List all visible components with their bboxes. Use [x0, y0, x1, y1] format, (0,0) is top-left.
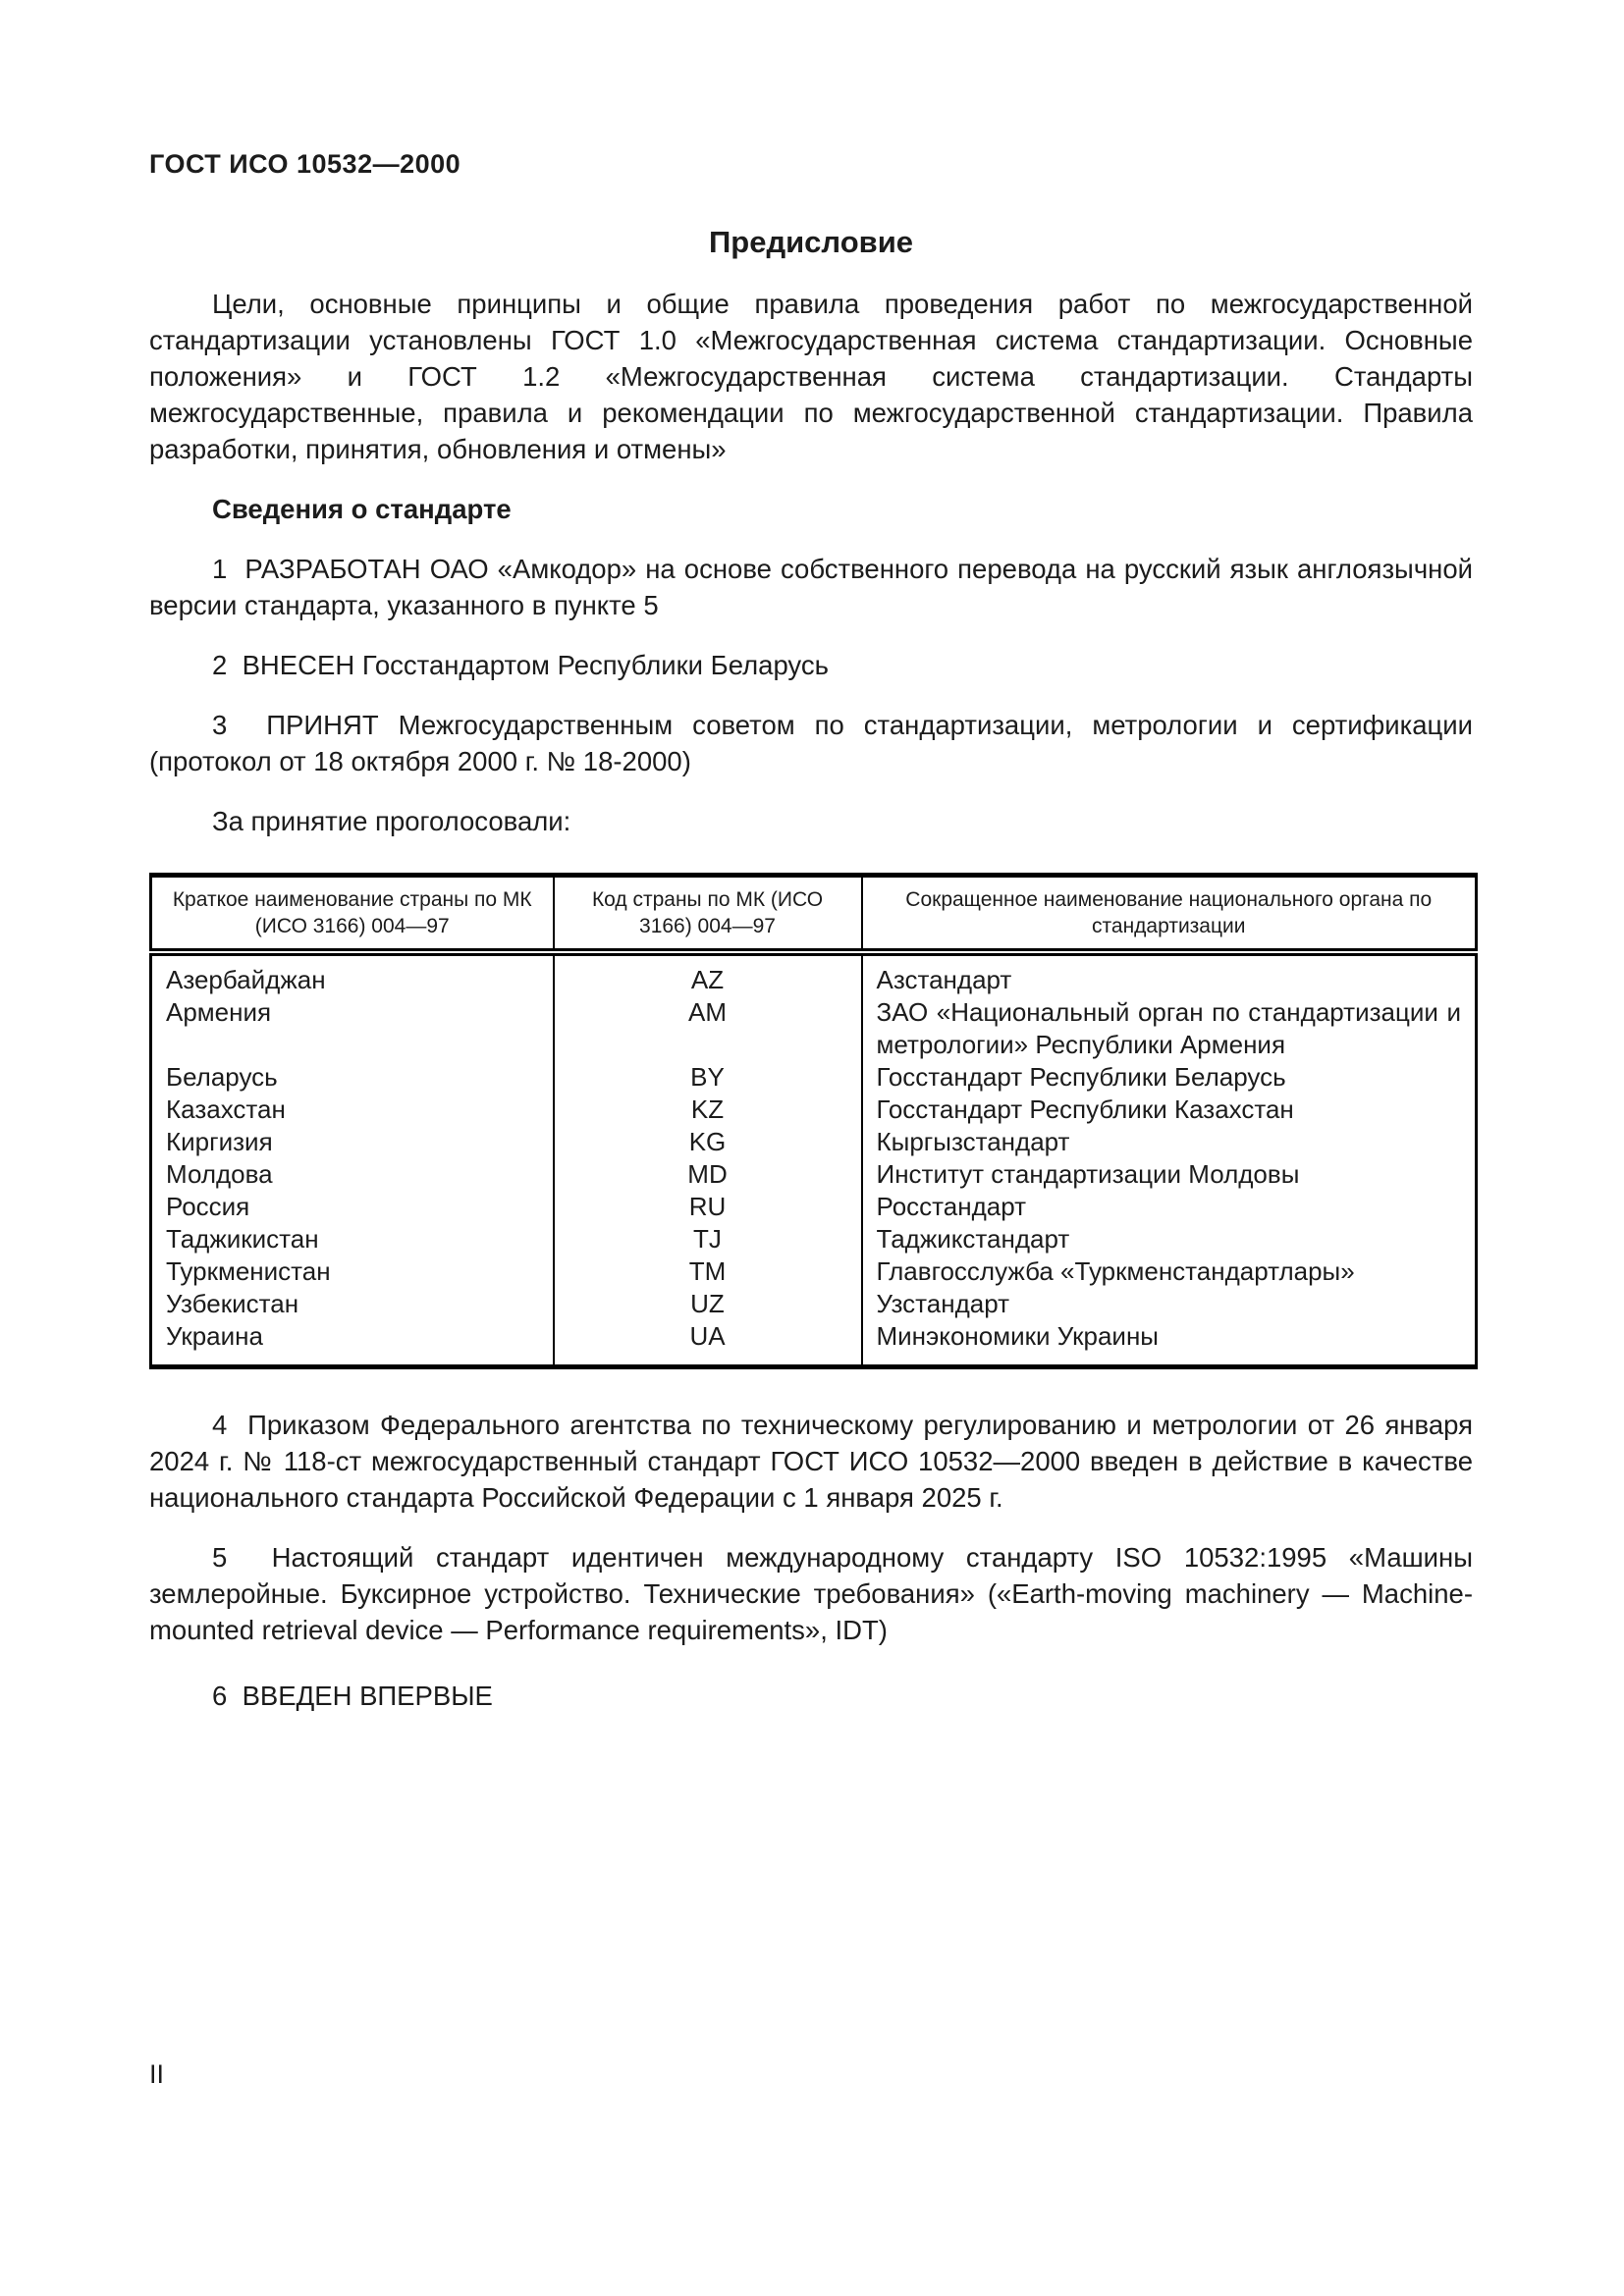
cell-org: Азстандарт [862, 952, 1477, 996]
doc-code: ГОСТ ИСО 10532—2000 [149, 149, 461, 179]
cell-code: KZ [554, 1094, 862, 1126]
paragraph-intro: Цели, основные принципы и общие правила проведения работ по межгосударственной стандартизации установлены ГОСТ 1.0 «Межгосударственная система стандартизации. Основные положения» и ГОСТ 1.2 «Межгосударственная система стандартизации. Стандарты межгосударственные, правила и рекомендации по межгосударственной стандартизации. Правила разработки, принятия, обновления и отмены» [149, 289, 1473, 464]
cell-country: Узбекистан [166, 1289, 299, 1318]
column-header-code: Код страны по МК (ИСО 3166) 004—97 [554, 876, 862, 953]
cell-org: Госстандарт Республики Беларусь [862, 1061, 1477, 1094]
paragraph-item-1: 1 РАЗРАБОТАН ОАО «Амкодор» на основе собственного перевода на русский язык англоязычной версии стандарта, указанного в пункте 5 [149, 554, 1473, 620]
cell-country: Армения [166, 997, 272, 1027]
cell-code: AZ [554, 952, 862, 996]
cell-code: AM [554, 996, 862, 1061]
cell-org: Таджикстандарт [862, 1223, 1477, 1255]
column-header-org: Сокращенное наименование национального органа по стандартизации [862, 876, 1477, 953]
table-row [151, 1288, 1477, 1320]
cell-code: MD [554, 1158, 862, 1191]
cell-org: Госстандарт Республики Казахстан [862, 1094, 1477, 1126]
paragraph-item-4: 4 Приказом Федерального агентства по техническому регулированию и метрологии от 26 января 2024 г. № 118-ст межгосударственный стандарт ГОСТ ИСО 10532—2000 введен в действие в качестве национального стандарта Российской Федерации с 1 января 2025 г. [149, 1410, 1473, 1513]
paragraph-item-5: 5 Настоящий стандарт идентичен международному стандарту ISO 10532:1995 «Машины землеройные. Буксирное устройство. Технические требования» («Earth-moving machinery — Machine-mounted retrieval device — Performance requirements», IDT) [149, 1542, 1473, 1645]
cell-code: TM [554, 1255, 862, 1288]
cell-org: ЗАО «Национальный орган по стандартизации и метрологии» Республики Армения [862, 996, 1477, 1061]
table-row [151, 1191, 1477, 1223]
paragraph-item-6: 6 ВВЕДЕН ВПЕРВЫЕ [212, 1681, 493, 1711]
table-row [151, 1320, 1477, 1367]
table-row [151, 996, 1477, 1061]
cell-country: Туркменистан [166, 1256, 331, 1286]
paragraph-item-3: 3 ПРИНЯТ Межгосударственным советом по стандартизации, метрологии и сертификации (протокол от 18 октября 2000 г. № 18-2000) [149, 710, 1473, 776]
column-header-country: Краткое наименование страны по МК (ИСО 3166) 004—97 [151, 876, 554, 953]
cell-country: Казахстан [166, 1095, 286, 1124]
table-row [151, 1223, 1477, 1255]
table-row [151, 1255, 1477, 1288]
vote-table-body [151, 952, 1477, 1367]
cell-code: KG [554, 1126, 862, 1158]
cell-country: Азербайджан [166, 965, 326, 994]
cell-org: Институт стандартизации Молдовы [862, 1158, 1477, 1191]
cell-country: Украина [166, 1321, 263, 1351]
cell-code: RU [554, 1191, 862, 1223]
paragraph-item-2: 2 ВНЕСЕН Госстандартом Республики Беларусь [212, 650, 829, 680]
paragraph-vote-intro: За принятие проголосовали: [212, 806, 571, 836]
cell-country: Беларусь [166, 1062, 278, 1092]
page-number: II [149, 2059, 165, 2089]
vote-table [149, 873, 1478, 1369]
table-row [151, 1094, 1477, 1126]
cell-country: Россия [166, 1192, 250, 1221]
cell-org: Росстандарт [862, 1191, 1477, 1223]
table-row [151, 1126, 1477, 1158]
page-title: Предисловие [708, 225, 913, 259]
table-row [151, 952, 1477, 996]
cell-code: UZ [554, 1288, 862, 1320]
vote-table-header [151, 876, 1477, 953]
cell-org: Узстандарт [862, 1288, 1477, 1320]
cell-code: BY [554, 1061, 862, 1094]
cell-country: Киргизия [166, 1127, 273, 1156]
cell-org: Минэкономики Украины [862, 1320, 1477, 1367]
cell-org: Кыргызстандарт [862, 1126, 1477, 1158]
cell-org: Главгосслужба «Туркменстандартлары» [862, 1255, 1477, 1288]
cell-country: Таджикистан [166, 1224, 319, 1254]
cell-code: UA [554, 1320, 862, 1367]
table-row [151, 1158, 1477, 1191]
vote-table-header-row [151, 876, 1477, 953]
cell-code: TJ [554, 1223, 862, 1255]
section-heading-standard-info: Сведения о стандарте [212, 494, 512, 524]
table-row [151, 1061, 1477, 1094]
cell-country: Молдова [166, 1159, 273, 1189]
